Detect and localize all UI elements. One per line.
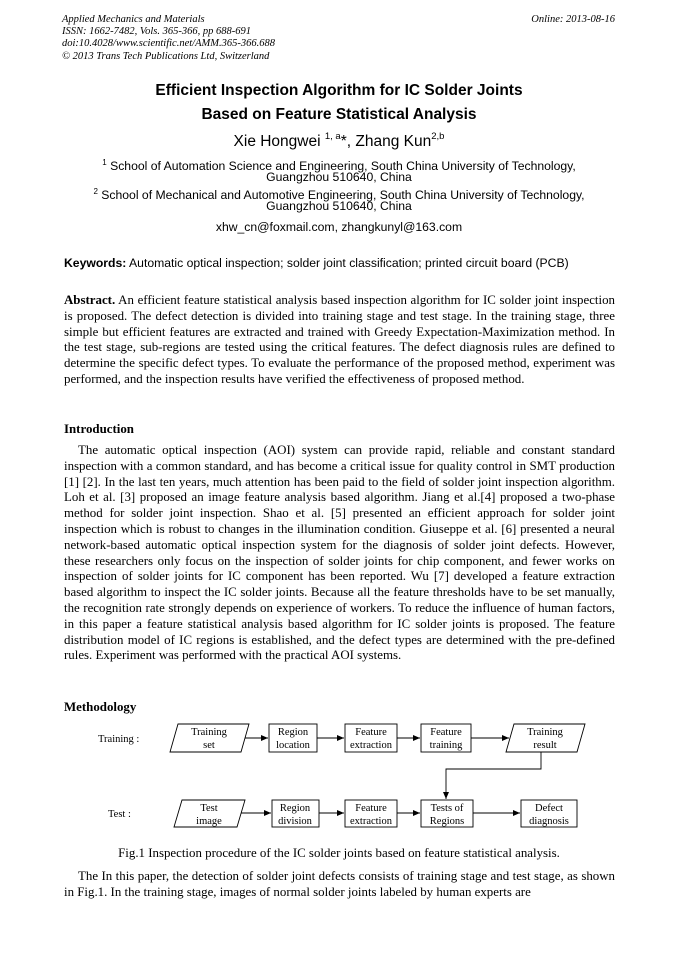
training-result-label-2: result [533,740,557,751]
author-1-affil: 1, a [324,131,341,142]
feature-extraction-training-label-2: extraction [350,740,392,751]
feature-extraction-training-label-1: Feature [355,727,387,738]
methodology-text: The In this paper, the detection of solder joint defects consists of training stage and test stage, as shown in Fig.1. In the training stage, images of normal solder joints labeled by human experts are [64,869,615,899]
region-division-label-1: Region [279,803,311,814]
author-1-corresponding-mark: *, [340,133,356,150]
doi-line: doi:10.4028/www.scientific.net/AMM.365-366.688 [62,38,275,50]
abstract-text: An efficient feature statistical analysis based inspection algorithm for IC solder joint inspection is proposed. The defect detection is divided into training stage and test stage. In the training stage, three simple but efficient features are extracted and trained with Greedy Expectation-Maximization method. In the test stage, sub-regions are tested using the critical features. The defect diagnosis rules are defined to determine the specific defect types. To evaluate the performance of the proposed method, experiment was performed, and the inspection results have verified the effectiveness of proposed method. [64,293,615,386]
paper-title-line-2: Based on Feature Statistical Analysis [201,106,477,123]
online-date: Online: 2013-08-16 [531,14,615,25]
issn-line: ISSN: 1662-7482, Vols. 365-366, pp 688-691 [62,26,251,38]
defect-diagnosis-label-1: Defect [535,803,563,814]
defect-diagnosis-label-2: diagnosis [529,816,569,827]
training-set-label-2: set [203,740,215,751]
tests-of-regions-label-1: Tests of [430,803,464,814]
training-set-label-1: Training [191,727,227,738]
feature-extraction-test-label-1: Feature [355,803,387,814]
arrow-result-to-tests [446,752,541,799]
test-image-label-1: Test [200,803,218,814]
training-result-label-1: Training [527,727,563,738]
abstract-label: Abstract. [64,293,116,307]
author-1-name: Xie Hongwei [233,133,321,150]
journal-name: Applied Mechanics and Materials [62,14,205,25]
tests-of-regions-label-2: Regions [429,816,465,827]
affiliation-1-number: 1 [102,158,107,167]
region-location-label-1: Region [277,727,309,738]
training-row-label: Training : [98,734,140,745]
introduction-text: The automatic optical inspection (AOI) system can provide rapid, reliable and constant standard inspection with a common standard, and has become a critical issue for quality control in SMT production [1] [2]. In the last ten years, much attention has been paid to the field of solder joint inspection algorithm. Loh et al. [3] proposed an image feature analysis based algorithm. Jiang et al.[4] proposed a two-phase method for solder joint inspection. Shao et al. [5] presented an efficient approach for solder joint inspection which is robust to changes in the illumination condition. Giuseppe et al. [6] presented a neural network-based automatic optical inspection system for the diagnosis of solder joint defects. However, these researchers only focus on the inspection of solder joints for chip component, and fewer works on inspection of solder joints for IC component has been reported. Wu [7] developed a feature extraction based algorithm to inspect the IC solder joints. Because all the feature thresholds have to be set manually, the recognition rate strongly depends on experience of workers. To reduce the influence of human factors, in this paper a feature statistical analysis based algorithm for IC solder joints is proposed. The feature distribution model of IC regions is established, and the defect types are determined with the pre-defined rules. Experiment was performed with the practical AOI systems. [64,443,615,663]
author-2-affil: 2,b [431,131,445,142]
test-row-label: Test : [108,809,131,820]
affiliation-2-city: Guangzhou 510640, China [266,199,412,213]
affiliation-2-line-1: School of Mechanical and Automotive Engineering, South China University of Technology, [101,188,585,202]
keywords-label: Keywords: [64,256,127,270]
region-division-label-2: division [278,816,312,827]
introduction-heading: Introduction [64,422,134,436]
paper-title-line-1: Efficient Inspection Algorithm for IC Solder Joints [155,82,523,99]
test-image-label-2: image [196,816,222,827]
figure-1-caption: Fig.1 Inspection procedure of the IC solder joints based on feature statistical analysis. [118,846,560,860]
affiliation-1-line-1: School of Automation Science and Engineering, South China University of Technology, [110,159,576,173]
methodology-heading: Methodology [64,700,137,714]
copyright-line: © 2013 Trans Tech Publications Ltd, Switzerland [62,50,270,62]
keywords-text: Automatic optical inspection; solder joint classification; printed circuit board (PCB) [129,256,569,270]
region-location-label-2: location [276,740,310,751]
author-2-name: Zhang Kun [355,133,432,150]
feature-extraction-test-label-2: extraction [350,816,392,827]
affiliation-1-city: Guangzhou 510640, China [266,170,412,184]
affiliation-2-number: 2 [93,187,98,196]
feature-training-label-2: training [429,740,463,751]
feature-training-label-1: Feature [430,727,462,738]
author-emails: xhw_cn@foxmail.com, zhangkunyl@163.com [215,220,463,234]
